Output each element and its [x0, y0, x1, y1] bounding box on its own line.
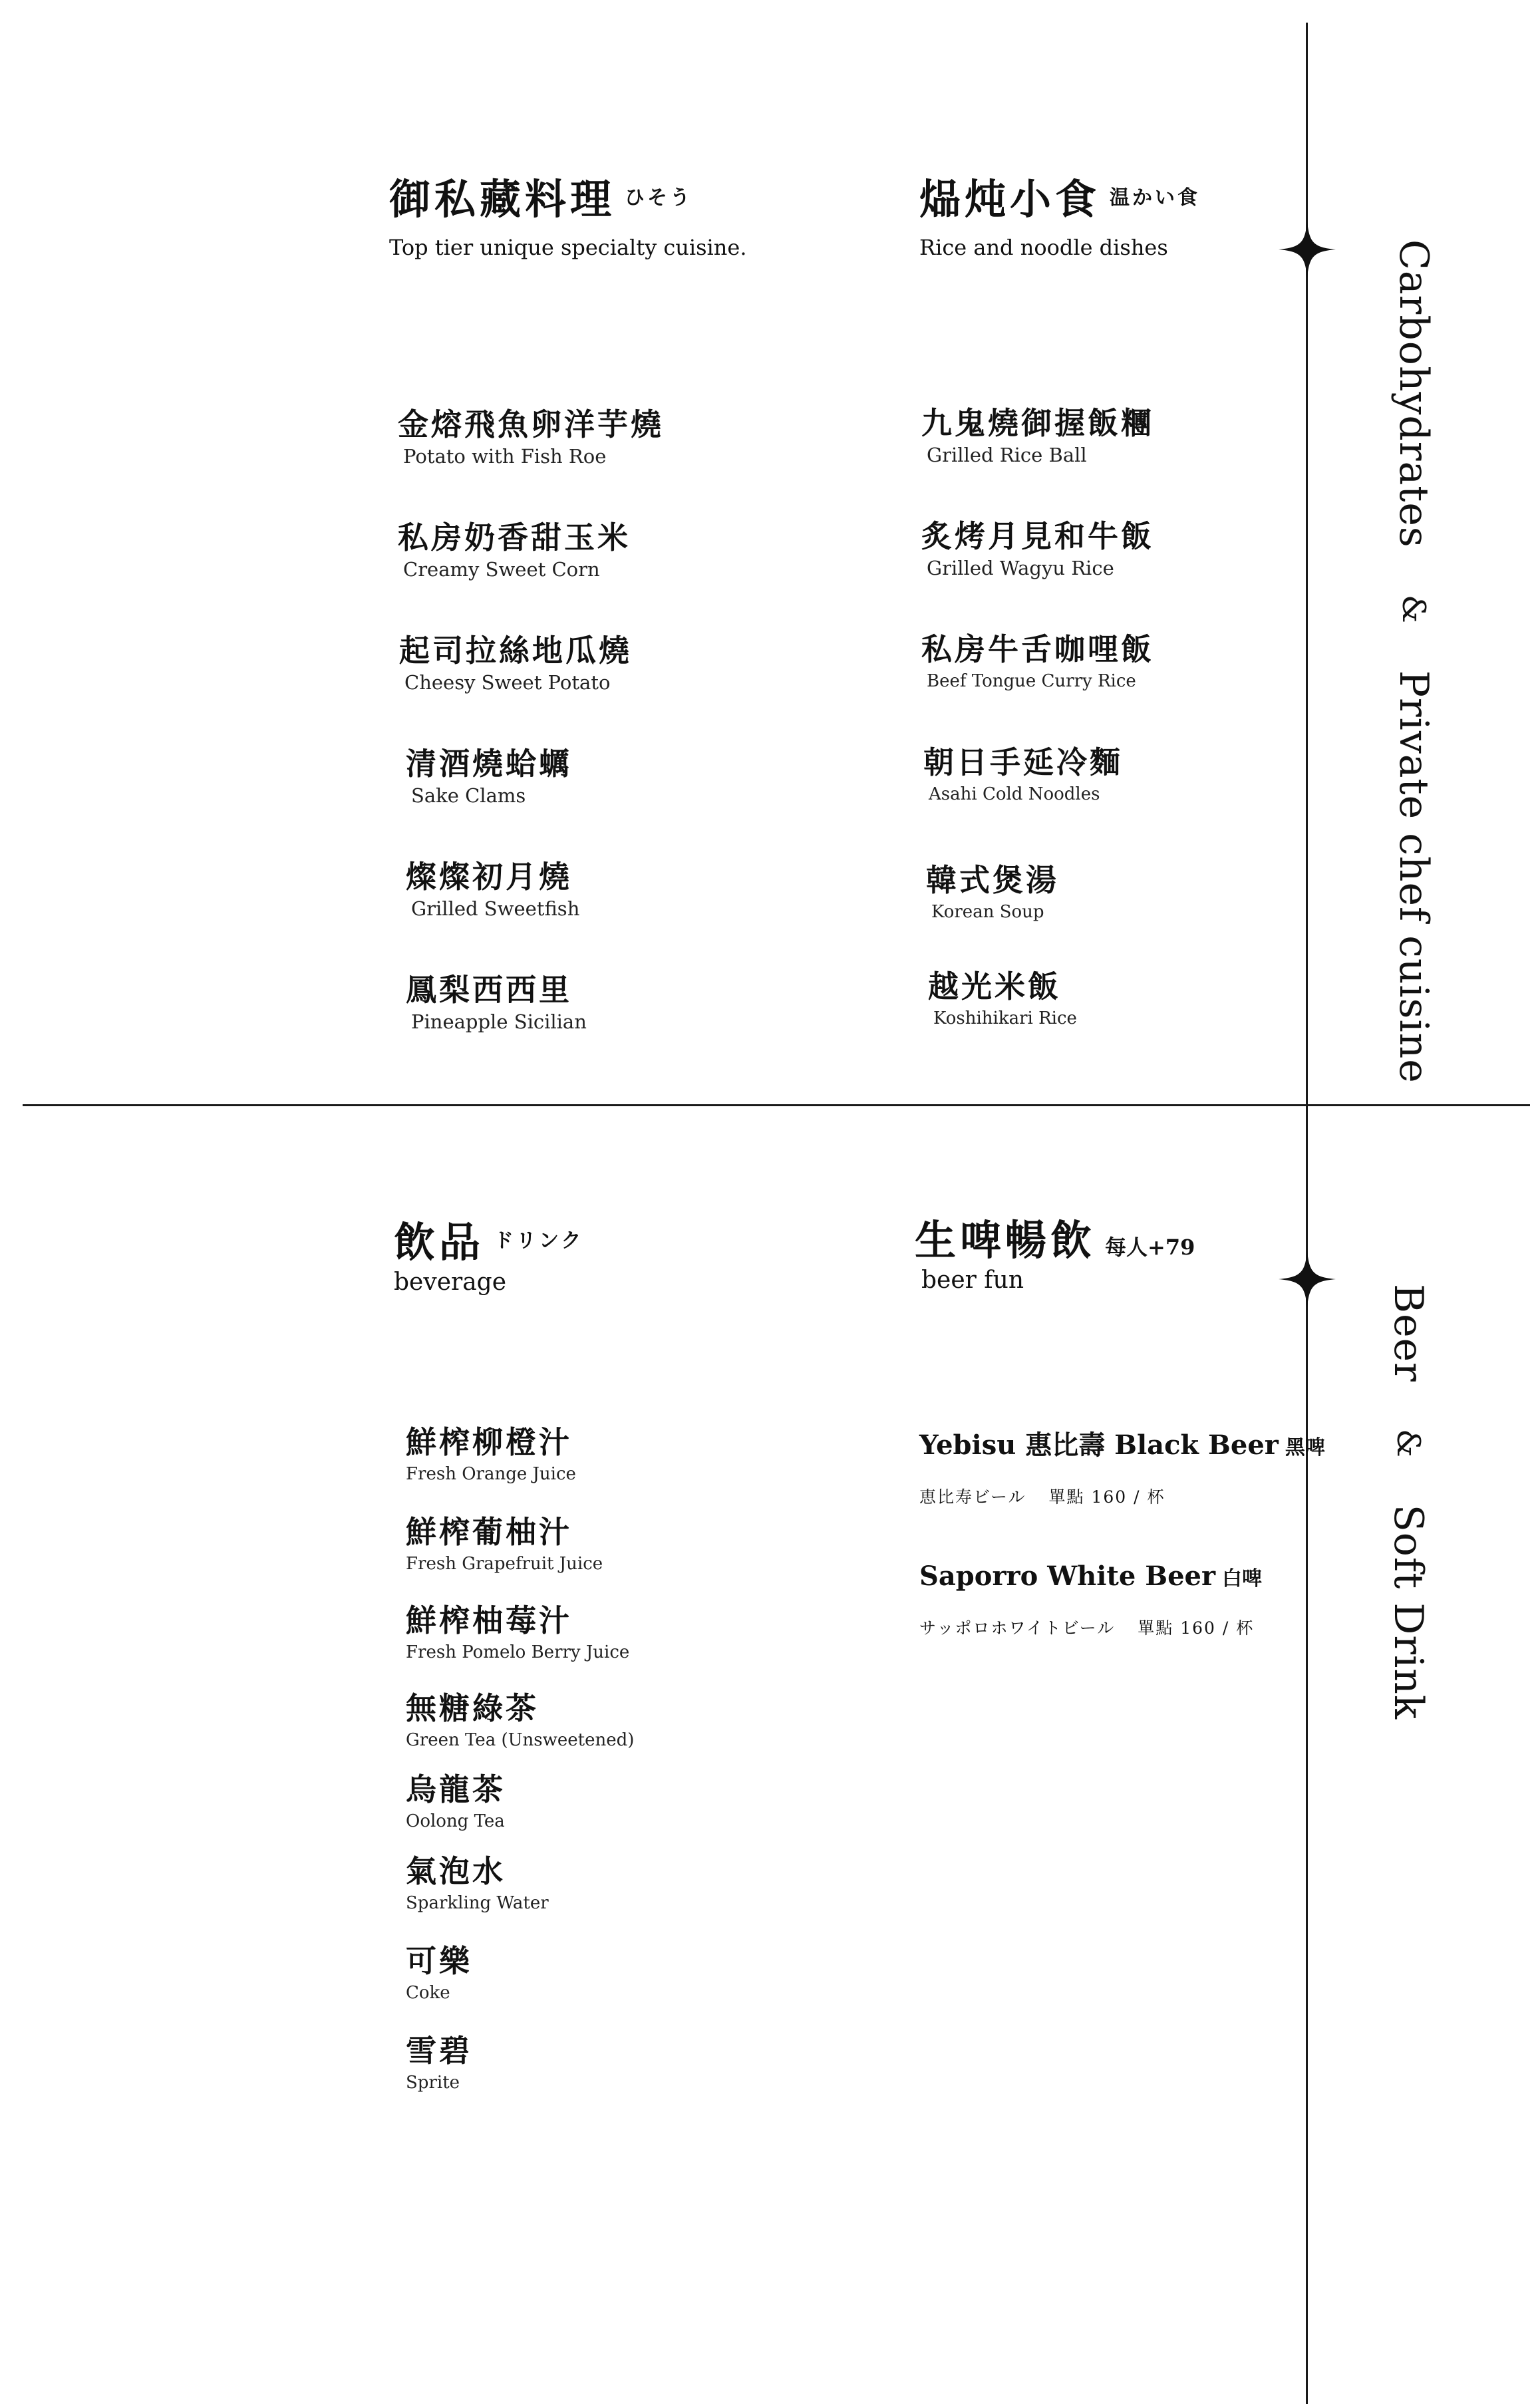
item-name-zh: 清酒燒蛤蠣: [406, 746, 572, 782]
side-label-part1: Carbohydrates: [1390, 239, 1437, 548]
item-name-en: Fresh Grapefruit Juice: [406, 1554, 603, 1574]
item-name-en: Oolong Tea: [406, 1811, 505, 1831]
section-jp-label: 温かい食: [1110, 186, 1201, 210]
item-name-zh: 可樂: [406, 1943, 472, 1979]
item-name-en: Sparkling Water: [406, 1893, 549, 1913]
menu-item: [406, 1424, 576, 1487]
item-name-en: Sprite: [406, 2073, 460, 2093]
item-name-en: Pineapple Sicilian: [411, 1010, 587, 1033]
beer-price-line: [919, 1484, 1325, 1508]
menu-item: [406, 745, 572, 809]
menu-item: [928, 968, 1077, 1032]
section-subtitle: beer fun: [921, 1267, 1024, 1294]
item-name-en: Korean Soup: [931, 902, 1044, 922]
beer-item: [919, 1427, 1325, 1508]
menu-item: [406, 1771, 506, 1835]
item-name-en: Grilled Sweetfish: [411, 897, 580, 920]
item-name-en: Grilled Wagyu Rice: [927, 557, 1114, 579]
menu-item: [406, 1602, 629, 1666]
ampersand: &: [1390, 1428, 1427, 1458]
menu-item: [406, 858, 579, 922]
section-title: 飲品 $^{ドリンク}$: [394, 1218, 584, 1267]
side-label-food: [1390, 239, 1437, 1084]
menu-item: [406, 1853, 549, 1916]
beer-tag: 白啤: [1222, 1567, 1263, 1590]
menu-item: [399, 632, 632, 696]
side-label-part2: Soft Drink: [1385, 1504, 1432, 1720]
item-name-en: Coke: [406, 1983, 450, 2003]
item-name-zh: 私房牛舌咖哩飯: [921, 631, 1154, 667]
beer-item: [919, 1558, 1262, 1639]
item-name-zh: 朝日手延冷麵: [923, 744, 1123, 780]
sparkle-icon: [1277, 220, 1337, 279]
item-name-en: Fresh Pomelo Berry Juice: [406, 1642, 630, 1662]
item-name-en: Asahi Cold Noodles: [929, 784, 1100, 804]
item-name-zh: 韓式煲湯: [926, 862, 1059, 898]
item-name-zh: 越光米飯: [928, 969, 1061, 1004]
beer-jp-name: サッポロホワイトビール: [919, 1618, 1116, 1638]
item-name-en: Green Tea (Unsweetened): [406, 1730, 635, 1750]
vertical-divider: [1306, 23, 1308, 2404]
item-name-en: Cheesy Sweet Potato: [404, 671, 611, 694]
item-name-zh: 金熔飛魚卵洋芋燒: [398, 406, 664, 442]
item-name-zh: 私房奶香甜玉米: [398, 520, 631, 555]
item-name-zh: 燦燦初月燒: [406, 859, 572, 895]
item-name-en: Grilled Rice Ball: [927, 444, 1087, 466]
menu-item: [398, 406, 664, 470]
menu-item: [398, 519, 631, 583]
side-label-part1: Beer: [1385, 1284, 1432, 1382]
menu-item: [406, 971, 587, 1035]
menu-item: [923, 744, 1123, 808]
item-name-zh: 九鬼燒御握飯糰: [921, 405, 1154, 441]
menu-item: [921, 518, 1154, 581]
section-header-beverage: [394, 1209, 583, 1296]
beer-price-line: [919, 1615, 1262, 1639]
side-label-drinks: [1385, 1284, 1432, 1720]
section-title: 生啤暢飲 每人+79: [915, 1216, 1195, 1265]
beer-price: 單點 160 / 杯: [1048, 1487, 1165, 1507]
section-subtitle: beverage: [394, 1269, 507, 1296]
section-subtitle: Top tier unique specialty cuisine.: [389, 235, 747, 260]
ampersand: &: [1395, 594, 1432, 624]
section-price-extra: 每人+79: [1105, 1235, 1195, 1260]
section-title: 煰炖小食 $^{温かい食}$: [919, 175, 1201, 224]
item-name-en: Creamy Sweet Corn: [403, 558, 600, 581]
beer-name: Saporro White Beer 白啤: [919, 1561, 1263, 1592]
horizontal-divider: [23, 1104, 1530, 1106]
item-name-zh: 炙烤月見和牛飯: [921, 518, 1154, 554]
menu-item: [406, 1690, 634, 1753]
beer-jp-name: 恵比寿ビール: [919, 1487, 1026, 1507]
section-header-rice-noodles: [919, 166, 1200, 260]
item-name-zh: 鮮榨葡柚汁: [406, 1514, 572, 1550]
section-header-specialty: [389, 166, 747, 260]
side-label-part2: Private chef cuisine: [1390, 670, 1437, 1084]
section-subtitle: Rice and noodle dishes: [919, 235, 1168, 260]
item-name-en: Potato with Fish Roe: [403, 445, 607, 468]
item-name-zh: 起司拉絲地瓜燒: [399, 633, 632, 669]
item-name-zh: 氣泡水: [406, 1853, 506, 1889]
menu-item: [921, 631, 1154, 694]
item-name-zh: 鮮榨柳橙汁: [406, 1424, 572, 1460]
section-jp-label: ドリンク: [494, 1229, 584, 1253]
menu-item: [406, 1513, 603, 1577]
beer-tag: 黑啤: [1285, 1436, 1325, 1459]
beer-price: 單點 160 / 杯: [1138, 1618, 1255, 1638]
item-name-zh: 烏龍茶: [406, 1771, 506, 1807]
menu-item: [926, 861, 1059, 925]
section-jp-label: ひそう: [625, 186, 693, 210]
item-name-en: Sake Clams: [411, 784, 526, 807]
item-name-zh: 無糖綠茶: [406, 1690, 539, 1726]
item-name-en: Fresh Orange Juice: [406, 1464, 576, 1484]
menu-item: [921, 404, 1154, 468]
menu-item: [406, 2032, 472, 2096]
item-name-en: Koshihikari Rice: [933, 1008, 1077, 1028]
item-name-zh: 鳳梨西西里: [406, 972, 572, 1008]
item-name-zh: 鮮榨柚莓汁: [406, 1602, 572, 1638]
section-header-beer: [915, 1207, 1195, 1294]
item-name-en: Beef Tongue Curry Rice: [927, 671, 1136, 691]
beer-name: Yebisu 惠比壽 Black Beer 黑啤: [919, 1429, 1325, 1461]
menu-item: [406, 1942, 472, 2006]
sparkle-icon: [1277, 1249, 1337, 1309]
item-name-zh: 雪碧: [406, 2033, 472, 2069]
section-title: 御私藏料理 $^{ひそう}$: [389, 175, 693, 224]
